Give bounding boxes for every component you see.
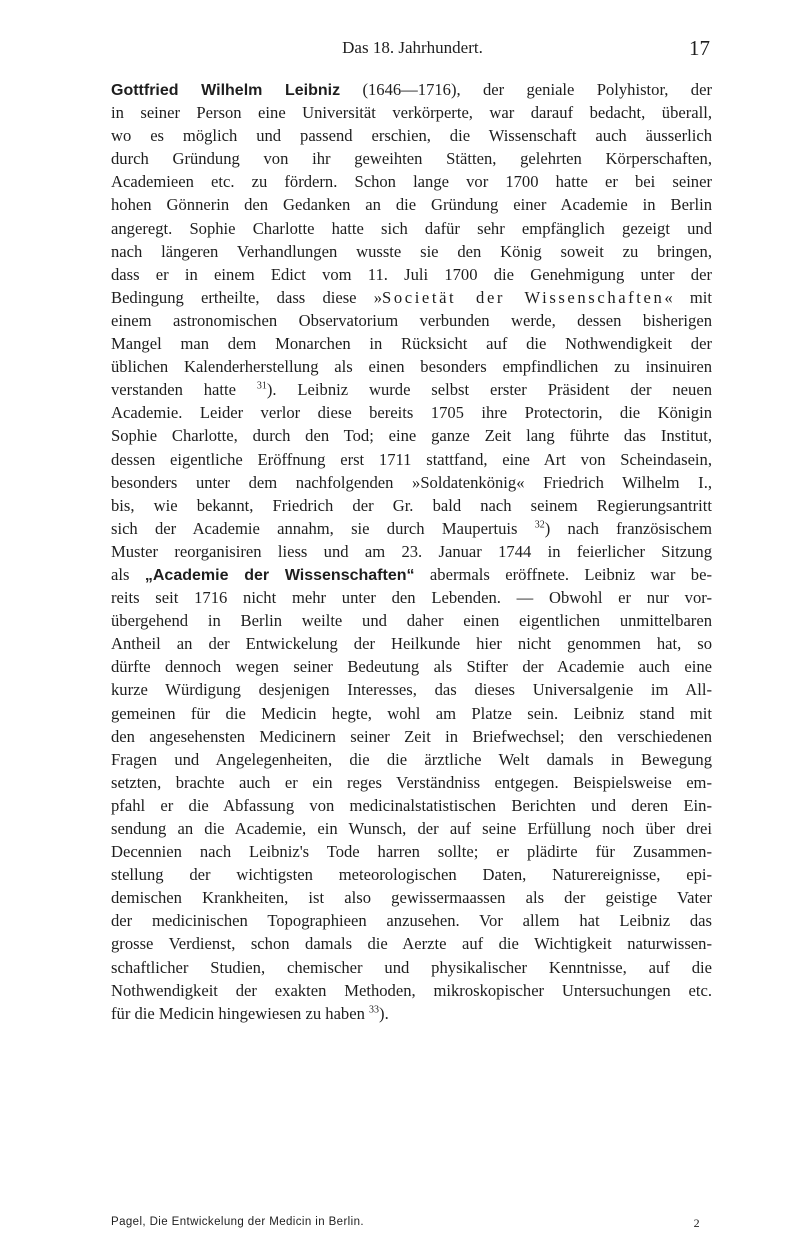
person-name-bold: Gottfried Wilhelm Leibniz (111, 82, 341, 99)
text-line: Nothwendigkeit der exakten Methoden, mikroskopischer Untersuchungen etc. (111, 980, 712, 1000)
text-line: demischen Krankheiten, ist also gewissermaassen als der geistige Vater (111, 888, 712, 908)
text-line: stellung der wichtigsten meteorologischen Daten, Naturereignisse, epi- (111, 865, 712, 885)
running-head (115, 36, 710, 62)
text-line: verstanden hatte $^{31}$). Leibniz wurde selbst erster Präsident der neuen (111, 380, 712, 400)
text-line: den angesehensten Medicinern seiner Zeit in Briefwechsel; den verschiedenen (111, 726, 712, 746)
text-line: dessen eigentliche Eröffnung erst 1711 stattfand, eine Art von Scheindasein, (111, 449, 712, 469)
text-line: Academieen etc. zu fördern. Schon lange vor 1700 hatte er bei seiner (111, 172, 712, 192)
text-line: übergehend in Berlin weilte und daher einen eigentlichen unmittelbaren (111, 611, 712, 631)
text-line: besonders unter dem nachfolgenden »Soldatenkönig« Friedrich Wilhelm I., (111, 472, 712, 492)
text-line: sich der Academie annahm, sie durch Maupertuis $^{32}$) nach französischem (111, 518, 712, 538)
text-line: Gottfried Wilhelm Leibniz (1646—1716), der geniale Polyhistor, der (111, 80, 712, 99)
footnote-ref: 32 (534, 519, 545, 531)
text-line: durch Gründung von ihr geweihten Stätten, gelehrten Körperschaften, (111, 149, 712, 169)
source-line: Pagel, Die Entwickelung der Medicin in Berlin. (111, 1216, 364, 1228)
text-line: setzten, brachte auch er ein reges Verständniss entgegen. Beispielsweise em- (111, 772, 712, 792)
text-line: Fragen und Angelegenheiten, die die ärztliche Welt damals in Bewegung (111, 749, 712, 769)
body-paragraph (111, 78, 712, 1025)
running-title: Das 18. Jahrhundert. (342, 38, 483, 57)
text-line: üblichen Kalenderherstellung als einen besonders empfindlichen zu insinuiren (111, 357, 712, 377)
footnote-ref: 33 (369, 1004, 380, 1016)
text-line: Decennien nach Leibniz's Tode harren sollte; er plädirte für Zusammen- (111, 842, 712, 862)
text-line: sendung an die Academie, ein Wunsch, der auf seine Erfüllung noch über drei (111, 819, 712, 838)
text-line: Mangel man dem Monarchen in Rücksicht auf die Nothwendigkeit der (111, 334, 712, 354)
academy-name-bold: „Academie der Wissenschaften“ (144, 566, 415, 584)
text-line: der medicinischen Topographieen anzusehen. Vor allem hat Leibniz das (111, 911, 712, 931)
text-line: kurze Würdigung desjenigen Interesses, das dieses Universalgenie im All- (111, 680, 712, 700)
text-line: als „Academie der Wissenschaften“ abermals eröffnete. Leibniz war be- (111, 564, 712, 584)
text-line: hohen Gönnerin den Gedanken an die Gründung einer Academie in Berlin (111, 195, 712, 215)
text-line: bis, wie bekannt, Friedrich der Gr. bald nach seinem Regierungsantritt (111, 495, 712, 515)
text-line: dass er in einem Edict vom 11. Juli 1700 die Genehmigung unter der (111, 264, 712, 284)
text-line: wo es möglich und passend erschien, die Wissenschaft auch äusserlich (111, 126, 712, 146)
text-line: pfahl er die Abfassung von medicinalstatistischen Berichten und deren Ein- (111, 795, 712, 815)
page-footer (111, 1216, 712, 1232)
text-line: Sophie Charlotte, durch den Tod; eine ganze Zeit lang führte das Institut, (111, 426, 712, 446)
text-line: einem astronomischen Observatorium verbunden werde, dessen bisherigen (111, 310, 712, 330)
text-line: reits seit 1716 nicht mehr unter den Lebenden. — Obwohl er nur vor- (111, 588, 712, 608)
page-number: 17 (689, 36, 710, 60)
text-line: Bedingung ertheilte, dass diese »Societät der Wissenschaften« mit (111, 287, 712, 307)
text-line: gemeinen für die Medicin hegte, wohl am Platze sein. Leibniz stand mit (111, 703, 712, 723)
text-line: nach längeren Verhandlungen wusste sie den König soweit zu bringen, (111, 241, 712, 261)
text-line: Muster reorganisiren liess und am 23. Januar 1744 in feierlicher Sitzung (111, 541, 712, 561)
text-line: dürfte dennoch wegen seiner Bedeutung als Stifter der Academie auch eine (111, 657, 712, 677)
signature-mark: 2 (693, 1216, 700, 1230)
spaced-emphasis: Societät der Wissenschaften (382, 287, 665, 307)
footnote-ref: 31 (256, 380, 267, 392)
text-line: Antheil an der Entwickelung der Heilkunde hier nicht genommen hat, so (111, 634, 712, 654)
text-line: Academie. Leider verlor diese bereits 1705 ihre Protectorin, die Königin (111, 403, 712, 423)
text-line: schaftlicher Studien, chemischer und physikalischer Kenntnisse, auf die (111, 957, 712, 977)
text-line: grosse Verdienst, schon damals die Aerzte auf die Wichtigkeit naturwissen- (111, 934, 712, 954)
text-line: in seiner Person eine Universität verkörperte, war darauf bedacht, überall, (111, 103, 712, 123)
text-line: für die Medicin hingewiesen zu haben $^{33}$). (111, 1003, 389, 1023)
text-line: angeregt. Sophie Charlotte hatte sich dafür sehr empfänglich gezeigt und (111, 218, 712, 238)
